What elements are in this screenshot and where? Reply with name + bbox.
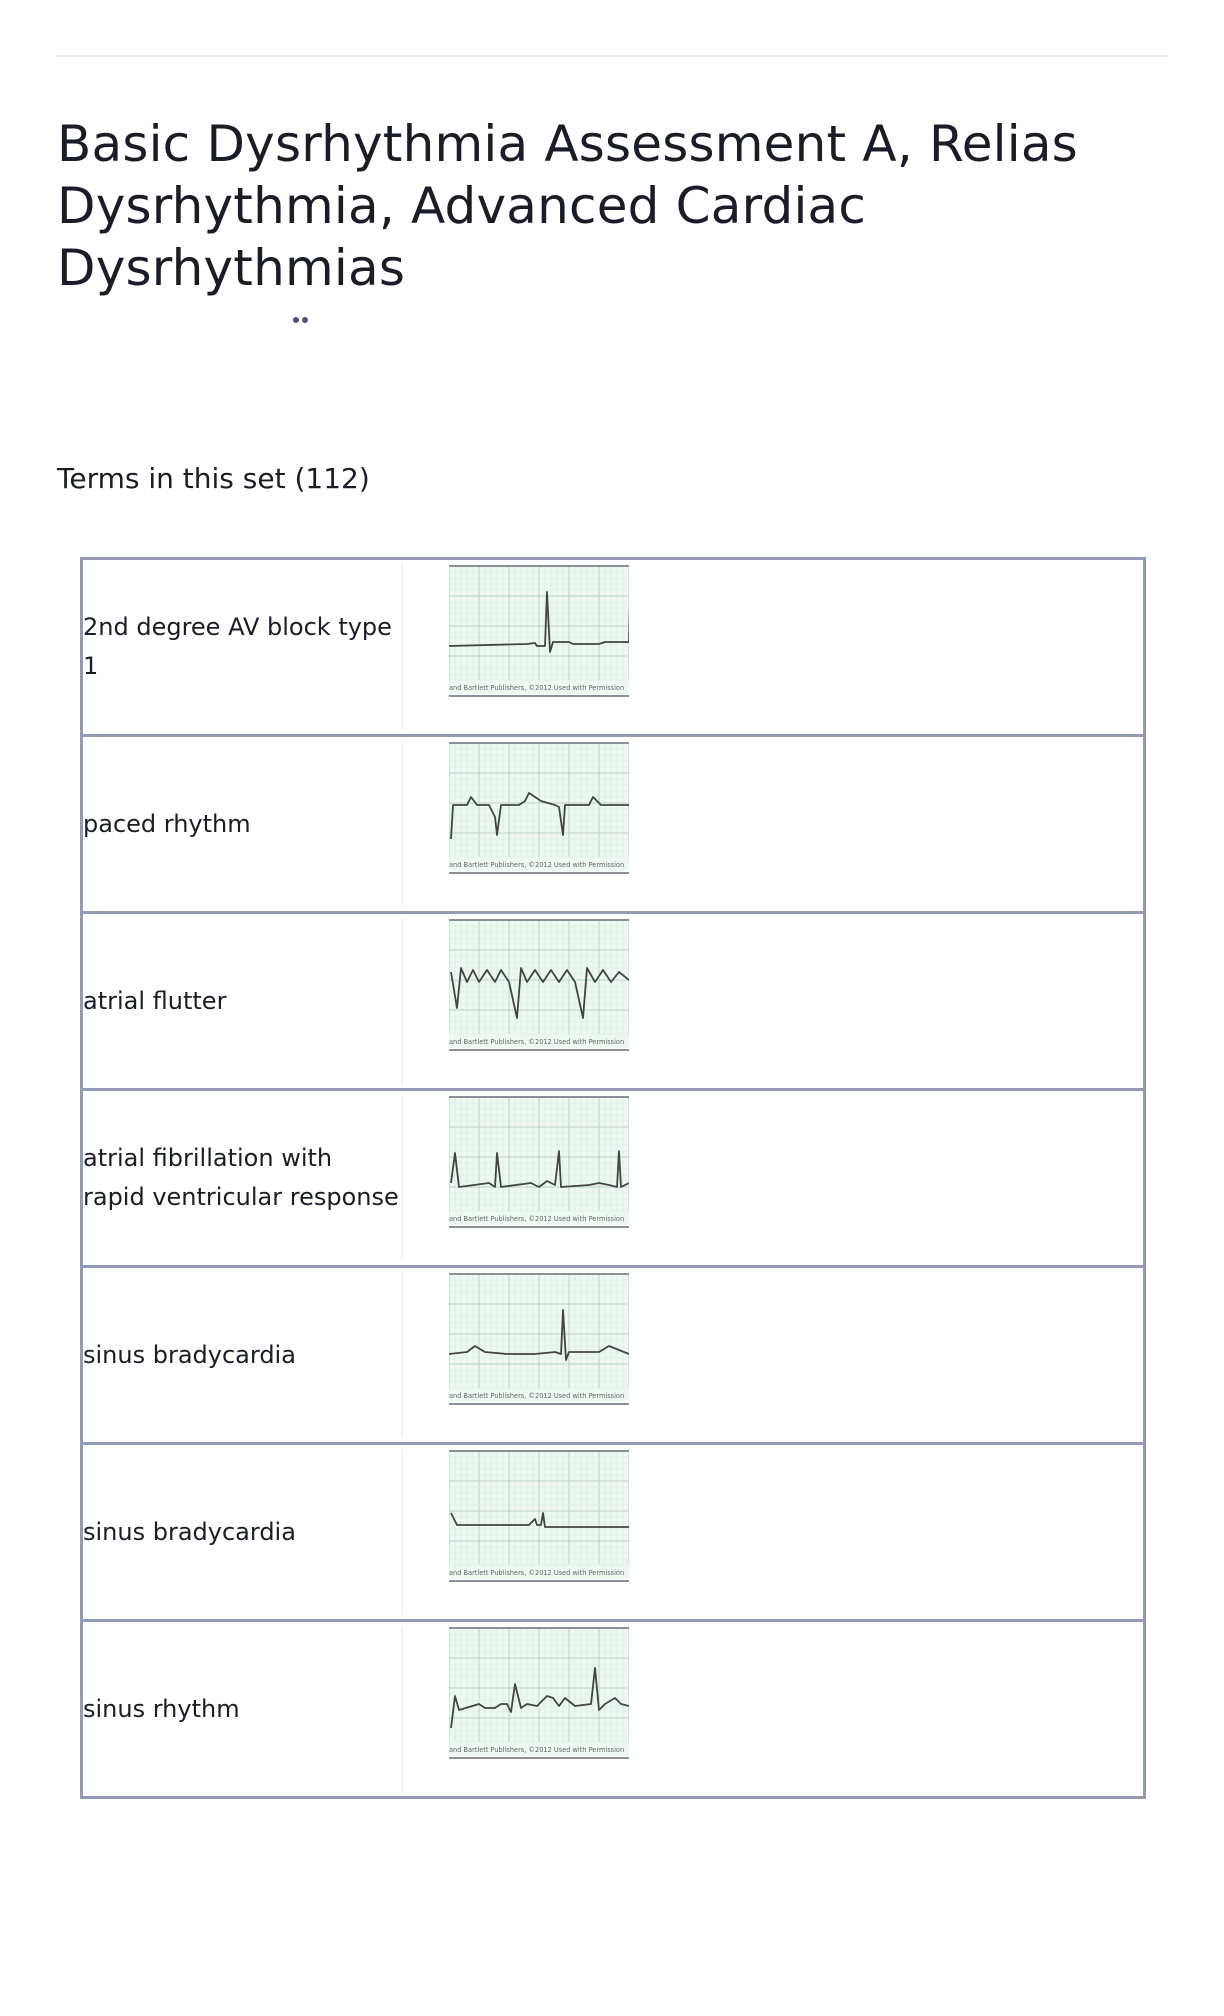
column-divider — [401, 1272, 403, 1438]
term-card[interactable] — [80, 557, 1146, 737]
term-card[interactable] — [80, 911, 1146, 1091]
ecg-strip-svg — [449, 1447, 629, 1585]
term-text: sinus bradycardia — [83, 1340, 296, 1369]
term-card[interactable] — [80, 1265, 1146, 1445]
ecg-copyright-caption: and Bartlett Publishers, ©2012 Used with Permission — [449, 1038, 625, 1046]
term-text-cell — [83, 1268, 401, 1442]
term-text: atrial fibrillation with rapid ventricular response — [83, 1144, 399, 1211]
term-text-cell — [83, 1091, 401, 1265]
ecg-copyright-caption: and Bartlett Publishers, ©2012 Used with Permission — [449, 1569, 625, 1577]
top-divider — [57, 55, 1167, 57]
term-text: 2nd degree AV block type 1 — [83, 613, 392, 680]
terms-count-heading: Terms in this set (112) — [57, 462, 370, 495]
ecg-strip-image — [449, 1447, 629, 1585]
ecg-strip-svg — [449, 1270, 629, 1408]
ecg-strip-image — [449, 1093, 629, 1231]
column-divider — [401, 741, 403, 907]
term-card[interactable] — [80, 1619, 1146, 1799]
term-text-cell — [83, 1445, 401, 1619]
ecg-strip-svg — [449, 1624, 629, 1762]
column-divider — [401, 1095, 403, 1261]
ecg-strip-image — [449, 1270, 629, 1408]
ecg-copyright-caption: and Bartlett Publishers, ©2012 Used with Permission — [449, 684, 625, 692]
term-text: paced rhythm — [83, 809, 251, 838]
term-text: sinus bradycardia — [83, 1517, 296, 1546]
term-text-cell — [83, 560, 401, 734]
term-text-cell — [83, 914, 401, 1088]
ecg-strip-svg — [449, 739, 629, 877]
ecg-copyright-caption: and Bartlett Publishers, ©2012 Used with Permission — [449, 861, 625, 869]
ecg-copyright-caption: and Bartlett Publishers, ©2012 Used with Permission — [449, 1392, 625, 1400]
column-divider — [401, 1626, 403, 1792]
ecg-strip-image — [449, 562, 629, 700]
column-divider — [401, 1449, 403, 1615]
ecg-strip-image — [449, 916, 629, 1054]
page-title: Basic Dysrhythmia Assessment A, Relias Dysrhythmia, Advanced Cardiac Dysrhythmias — [57, 115, 1078, 297]
ecg-strip-svg — [449, 916, 629, 1054]
ecg-strip-svg — [449, 1093, 629, 1231]
more-options-icon[interactable] — [293, 308, 313, 316]
ecg-strip-svg — [449, 562, 629, 700]
term-text-cell — [83, 1622, 401, 1796]
term-text: sinus rhythm — [83, 1694, 240, 1723]
ecg-copyright-caption: and Bartlett Publishers, ©2012 Used with Permission — [449, 1746, 625, 1754]
column-divider — [401, 564, 403, 730]
terms-list — [80, 557, 1146, 1799]
ecg-strip-image — [449, 1624, 629, 1762]
term-text: atrial flutter — [83, 986, 227, 1015]
term-text-cell — [83, 737, 401, 911]
term-card[interactable] — [80, 1442, 1146, 1622]
term-card[interactable] — [80, 734, 1146, 914]
ecg-strip-image — [449, 739, 629, 877]
term-card[interactable] — [80, 1088, 1146, 1268]
ecg-copyright-caption: and Bartlett Publishers, ©2012 Used with Permission — [449, 1215, 625, 1223]
column-divider — [401, 918, 403, 1084]
